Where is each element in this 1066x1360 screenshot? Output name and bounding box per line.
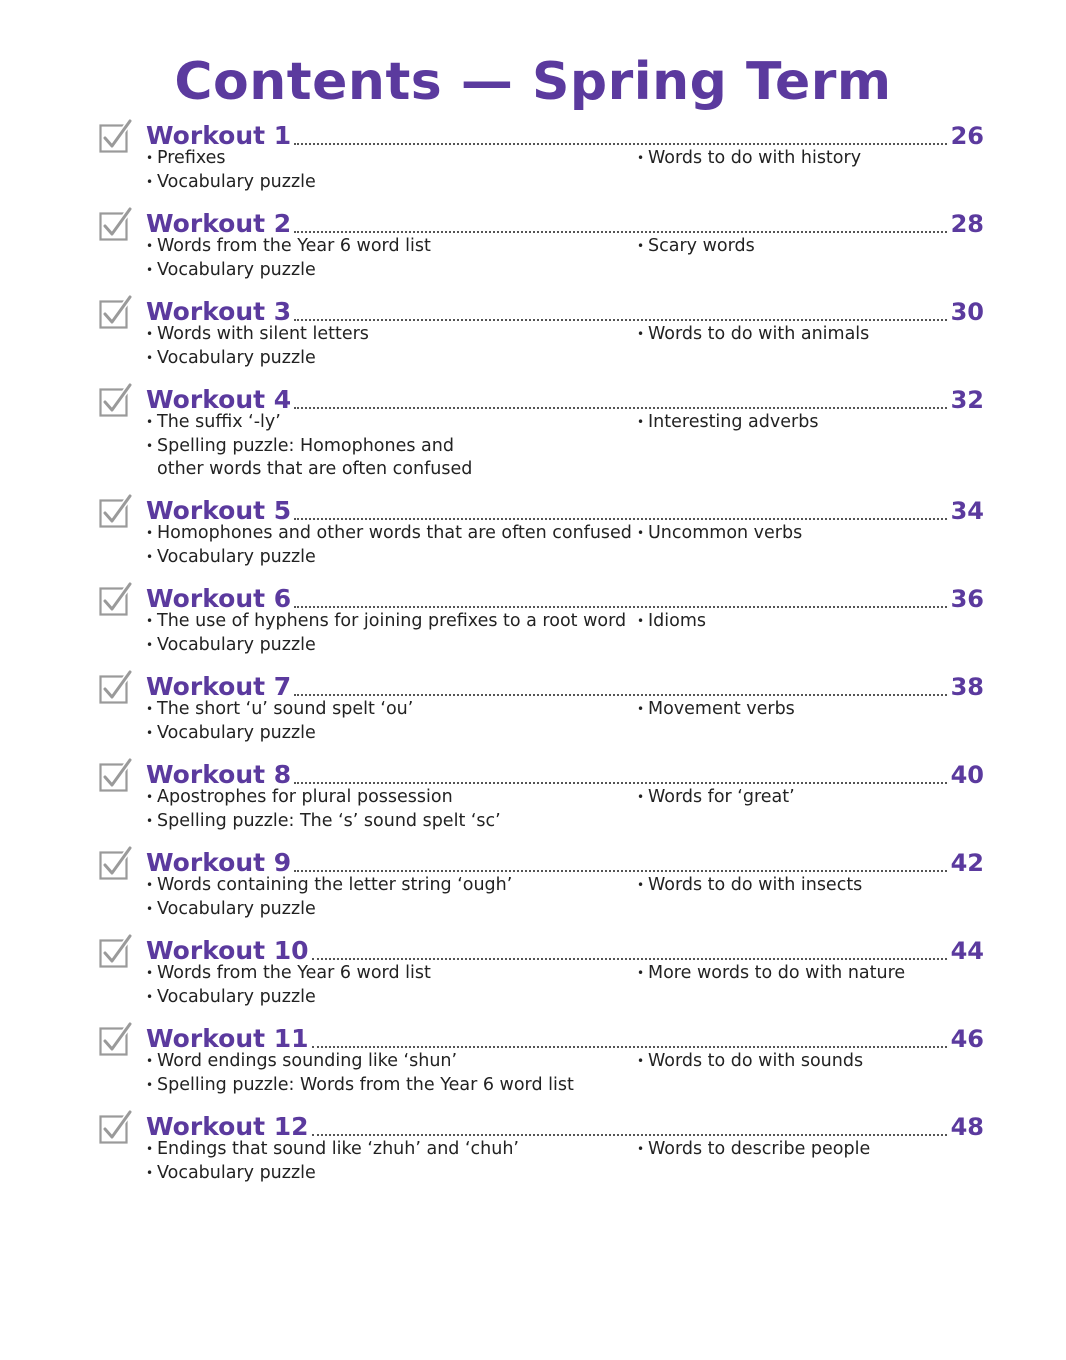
topic-item: • Spelling puzzle: Words from the Year 6 word list xyxy=(146,1074,626,1098)
topic-item: • The short ‘u’ sound spelt ‘ou’ xyxy=(146,698,626,722)
topic-item: • Homophones and other words that are often confused xyxy=(146,522,626,546)
topics-left xyxy=(146,610,626,657)
checkbox-icon[interactable] xyxy=(98,846,132,880)
topics-right xyxy=(637,522,957,546)
topics-right xyxy=(637,235,957,259)
topic-item: • Words from the Year 6 word list xyxy=(146,962,626,986)
workout-title: Workout 7 xyxy=(146,672,292,701)
dot-leader xyxy=(312,957,947,960)
checkbox-icon[interactable] xyxy=(98,1022,132,1056)
page-number: 48 xyxy=(950,1113,984,1141)
topic-item: • Words to do with animals xyxy=(637,323,957,347)
topic-item: • Words to do with sounds xyxy=(637,1050,957,1074)
topic-item: • Words with silent letters xyxy=(146,323,626,347)
checkbox-icon[interactable] xyxy=(98,582,132,616)
topics-left xyxy=(146,698,626,745)
checkbox-icon[interactable] xyxy=(98,1110,132,1144)
topics-left xyxy=(146,411,626,482)
page-number: 30 xyxy=(950,298,984,326)
topics-left xyxy=(146,962,626,1009)
page-number: 34 xyxy=(950,497,984,525)
topic-item: • Apostrophes for plural possession xyxy=(146,786,626,810)
topics-right xyxy=(637,786,957,810)
page-number: 46 xyxy=(950,1025,984,1053)
topic-item: • Vocabulary puzzle xyxy=(146,722,626,746)
topic-item: • Vocabulary puzzle xyxy=(146,171,626,195)
topic-item: • More words to do with nature xyxy=(637,962,957,986)
page-number: 38 xyxy=(950,673,984,701)
dot-leader xyxy=(294,406,946,409)
page-number: 40 xyxy=(950,761,984,789)
topics-right xyxy=(637,698,957,722)
topic-item: • Prefixes xyxy=(146,147,626,171)
topics-left xyxy=(146,1138,626,1185)
topics-right xyxy=(637,323,957,347)
checkbox-icon[interactable] xyxy=(98,383,132,417)
topics-right xyxy=(637,962,957,986)
checkbox-icon[interactable] xyxy=(98,758,132,792)
dot-leader xyxy=(294,318,946,321)
topics-left xyxy=(146,1050,626,1097)
topics-left xyxy=(146,874,626,921)
page-number: 36 xyxy=(950,585,984,613)
page-title: Contents — Spring Term xyxy=(174,52,892,112)
page-number: 44 xyxy=(950,937,984,965)
dot-leader xyxy=(294,142,946,145)
topic-item: • Spelling puzzle: Homophones and other words that are often confused xyxy=(146,435,487,482)
workout-title: Workout 8 xyxy=(146,760,292,789)
topic-item: • Words to do with history xyxy=(637,147,957,171)
dot-leader xyxy=(294,517,946,520)
topics-right xyxy=(637,411,957,435)
checkbox-icon[interactable] xyxy=(98,207,132,241)
checkbox-icon[interactable] xyxy=(98,670,132,704)
topics-left xyxy=(146,786,626,833)
topics-right xyxy=(637,874,957,898)
topic-item: • Vocabulary puzzle xyxy=(146,347,626,371)
page-number: 26 xyxy=(950,122,984,150)
topics-right xyxy=(637,1050,957,1074)
topic-item: • Words to do with insects xyxy=(637,874,957,898)
topic-item: • Words for ‘great’ xyxy=(637,786,957,810)
workout-title: Workout 5 xyxy=(146,496,292,525)
topic-item: • Vocabulary puzzle xyxy=(146,898,626,922)
workout-title: Workout 12 xyxy=(146,1112,309,1141)
dot-leader xyxy=(294,781,946,784)
topic-item: • Word endings sounding like ‘shun’ xyxy=(146,1050,626,1074)
topic-item: • Vocabulary puzzle xyxy=(146,634,626,658)
topic-item: • Vocabulary puzzle xyxy=(146,259,626,283)
dot-leader xyxy=(312,1133,947,1136)
workout-title: Workout 2 xyxy=(146,209,292,238)
topic-item: • Vocabulary puzzle xyxy=(146,1162,626,1186)
topics-right xyxy=(637,1138,957,1162)
page-number: 28 xyxy=(950,210,984,238)
checkbox-icon[interactable] xyxy=(98,934,132,968)
workout-title: Workout 6 xyxy=(146,584,292,613)
page-number: 42 xyxy=(950,849,984,877)
checkbox-icon[interactable] xyxy=(98,119,132,153)
topic-item: • Movement verbs xyxy=(637,698,957,722)
dot-leader xyxy=(294,230,946,233)
topic-item: • Spelling puzzle: The ‘s’ sound spelt ‘sc’ xyxy=(146,810,626,834)
topic-item: • The suffix ‘-ly’ xyxy=(146,411,626,435)
topic-item: • Scary words xyxy=(637,235,957,259)
topics-left xyxy=(146,235,626,282)
topic-item: • Interesting adverbs xyxy=(637,411,957,435)
topic-item: • The use of hyphens for joining prefixes to a root word xyxy=(146,610,626,634)
topic-item: • Words containing the letter string ‘ough’ xyxy=(146,874,626,898)
topic-item: • Uncommon verbs xyxy=(637,522,957,546)
topic-item: • Words to describe people xyxy=(637,1138,957,1162)
dot-leader xyxy=(294,605,946,608)
dot-leader xyxy=(312,1045,947,1048)
workout-title: Workout 9 xyxy=(146,848,292,877)
workout-title: Workout 11 xyxy=(146,1024,309,1053)
topics-left xyxy=(146,147,626,194)
topic-item: • Idioms xyxy=(637,610,957,634)
topic-item: • Vocabulary puzzle xyxy=(146,546,626,570)
topics-right xyxy=(637,610,957,634)
workout-title: Workout 3 xyxy=(146,297,292,326)
workout-title: Workout 10 xyxy=(146,936,309,965)
checkbox-icon[interactable] xyxy=(98,494,132,528)
topic-item: • Words from the Year 6 word list xyxy=(146,235,626,259)
checkbox-icon[interactable] xyxy=(98,295,132,329)
workout-title: Workout 1 xyxy=(146,121,292,150)
topic-item: • Endings that sound like ‘zhuh’ and ‘chuh’ xyxy=(146,1138,626,1162)
topics-left xyxy=(146,323,626,370)
page-number: 32 xyxy=(950,386,984,414)
topic-item: • Vocabulary puzzle xyxy=(146,986,626,1010)
topics-left xyxy=(146,522,632,569)
workout-title: Workout 4 xyxy=(146,385,292,414)
dot-leader xyxy=(294,869,946,872)
dot-leader xyxy=(294,693,946,696)
topics-right xyxy=(637,147,957,171)
